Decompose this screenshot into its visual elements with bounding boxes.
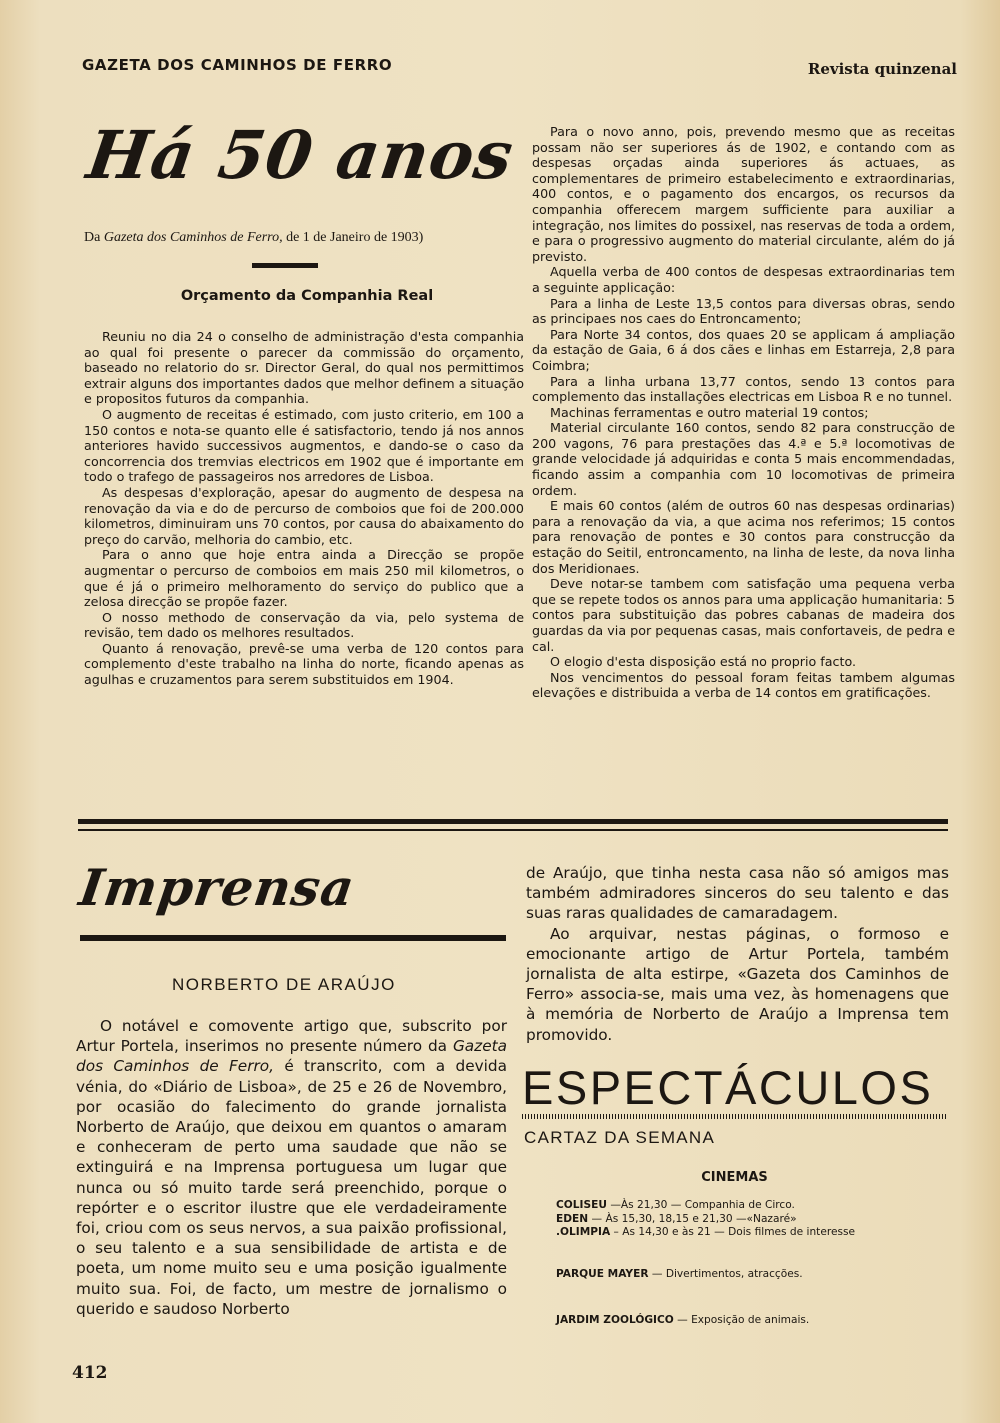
paragraph: O nosso methodo de conservação da via, pelo systema de revisão, tem dado os melhores resultados. [84, 609, 524, 641]
paragraph: As despesas d'exploração, apesar do augmento de despesa na renovação da via e do de percurso de comboios que foi de 200.000 kilometros, diminuiram uns 70 contos, por causa do abaixamento do preço do carvão, melhoria do cambio, etc. [84, 484, 524, 547]
paragraph: Aquella verba de 400 contos de despesas extraordinarias tem a seguinte applicação: [532, 264, 955, 295]
venue-name: JARDIM ZOOLÓGICO [556, 1314, 674, 1326]
venue-detail: — Exposição de animais. [673, 1314, 810, 1326]
listing-row [556, 1226, 855, 1240]
cinema-listing [556, 1199, 855, 1240]
paragraph: Para a linha de Leste 13,5 contos para diversas obras, sendo as principaes nos caes do Entroncamento; [532, 295, 955, 327]
section-divider-thin [78, 829, 948, 831]
source-note [84, 230, 524, 246]
parque-listing [556, 1268, 803, 1282]
title-underline [80, 935, 506, 941]
venue-detail: — Às 15,30, 18,15 e 21,30 —«Nazaré» [588, 1212, 797, 1225]
publication-name: Gazeta dos Caminhos de Ferro, [76, 1037, 507, 1076]
source-prefix: Da [84, 230, 104, 245]
hatched-rule [522, 1114, 947, 1119]
listing-row [556, 1213, 855, 1227]
listing-row [556, 1199, 855, 1213]
paragraph-text: é transcrito, com a devida vénia, do «Diário de Lisboa», de 25 e 26 de Novembro, por ocasião do falecimento do grande jornalista Norberto de Araújo, que deixou em quantos o amaram e conheceram de perto uma saudade que não se extinguirá e na Imprensa portuguesa um lugar que nunca ou só muito tarde será preenchido, porque o repórter e o escritor ilustre que ele verdadeiramente foi, criou com os seus nervos, a sua paixão profissional, o seu talento e a sua sensibilidade de artista e de poeta, um nome muito seu e uma posição igualmente muito sua. Foi, de facto, um mestre de jornalismo o querido e saudoso Norberto [76, 1057, 507, 1318]
section-divider-thick [78, 819, 948, 824]
paragraph: Para Norte 34 contos, dos quaes 20 se applicam á ampliação da estação de Gaia, 6 á dos cães e linhas em Estarreja, 2,8 para Coimbra; [532, 326, 955, 373]
paragraph: de Araújo, que tinha nesta casa não só amigos mas também admiradores sinceros do seu talento e das suas raras qualidades de camaradagem. [526, 864, 949, 923]
paragraph [76, 1016, 507, 1319]
page-number: 412 [72, 1363, 108, 1383]
venue-name: COLISEU [556, 1199, 607, 1211]
jardim-listing [556, 1314, 809, 1328]
paragraph: Para a linha urbana 13,77 contos, sendo 13 contos para complemento das installações electricas em Lisboa R e no tunnel. [532, 373, 955, 405]
venue-name: .OLIMPIA [556, 1226, 611, 1238]
venue-detail: – As 14,30 e às 21 — Dois filmes de interesse [610, 1226, 856, 1238]
venue-detail: —Às 21,30 — Companhia de Circo. [606, 1199, 795, 1211]
source-publication: Gazeta dos Caminhos de Ferro, [103, 230, 283, 245]
paragraph: Deve notar-se tambem com satisfação uma pequena verba que se repete todos os annos para uma applicação humanitaria: 5 contos para substituição das pobres cabanas de madeira dos guardas da via por pequenas casas, mais confortaveis, de pedra e cal. [532, 576, 955, 654]
paragraph-text: O notável e comovente artigo que, subscrito por Artur Portela, inserimos no presente número da [76, 1017, 507, 1056]
listing-subtitle: CARTAZ DA SEMANA [524, 1128, 716, 1147]
article-column-right [532, 124, 955, 701]
venue-name: PARQUE MAYER [556, 1268, 649, 1280]
paragraph: O augmento de receitas é estimado, com justo criterio, em 100 a 150 contos e nota-se quanto elle é satisfactorio, tendo já nos annos anteriores havido successivos augmentos, e dando-se o caso da concorrencia dos tremvias electricos em 1902 que é importante em todo o trafego de passageiros nos arredores de Lisboa. [84, 406, 524, 485]
paragraph: Material circulante 160 contos, sendo 82 para construcção de 200 vagons, 76 para prestações das 4.ª e 5.ª locomotivas de grande velocidade já adquiridas e conta 5 mais encommendadas, ficando assim a companhia com 10 locomotivas de primeira ordem. [532, 420, 955, 498]
paragraph: O elogio d'esta disposição está no proprio facto. [550, 654, 857, 670]
paragraph: Quanto á renovação, prevê-se uma verba de 120 contos para complemento d'este trabalho na linha do norte, ficando apenas as agulhas e cruzamentos para serem substituidos em 1904. [84, 640, 524, 688]
imprensa-column-left [76, 1016, 507, 1319]
paragraph: Ao arquivar, nestas páginas, o formoso e emocionante artigo de Artur Portela, também jornalista de alta estirpe, «Gazeta dos Caminhos de Ferro» associa-se, mais uma vez, às homenagens que à memória de Norberto de Araújo a Imprensa tem promovido. [526, 924, 949, 1044]
paragraph: Reuniu no dia 24 o conselho de administração d'esta companhia ao qual foi presente o parecer da commissão do orçamento, baseado no relatorio do sr. Director Geral, do qual nos permittimos extrair alguns dos importantes dados que melhor definem a situação e propositos futuros da companhia. [84, 329, 524, 407]
paragraph: Para o anno que hoje entra ainda a Direcção se propõe augmentar o percurso de comboios em mais 250 mil kilometros, o que é já o primeiro melhoramento do serviço do publico que a zelosa direcção se propõe fazer. [84, 547, 524, 610]
source-date: de 1 de Janeiro de 1903) [282, 230, 424, 245]
journal-title: GAZETA DOS CAMINHOS DE FERRO [82, 56, 393, 74]
article-author-heading: NORBERTO DE ARAÚJO [172, 975, 396, 994]
paragraph: Machinas ferramentas e outro material 19 contos; [550, 404, 869, 420]
paragraph: Nos vencimentos do pessoal foram feitas tambem algumas elevações e distribuida a verba de 14 contos em gratificações. [532, 669, 955, 701]
imprensa-column-right [526, 863, 949, 1045]
paragraph: E mais 60 contos (além de outros 60 nas despesas ordinarias) para a renovação da via, a que acima nos referimos; 15 contos para renovação de pontes e 30 contos para construcção da estação do Seitil, entroncamento, na linha de leste, da nova linha dos Meridionaes. [532, 498, 955, 576]
section-title-imprensa: Imprensa [75, 858, 359, 917]
venue-name: EDEN [556, 1212, 589, 1225]
section-title-ha-50-anos: Há 50 anos [82, 116, 519, 194]
article-column-left [84, 329, 524, 688]
cinemas-heading: CINEMAS [701, 1170, 768, 1185]
journal-subtitle: Revista quinzenal [807, 60, 957, 78]
separator-bar [252, 263, 318, 268]
venue-detail: — Divertimentos, atracções. [648, 1268, 803, 1280]
paragraph: Para o novo anno, pois, prevendo mesmo que as receitas possam não ser superiores ás de 1902, e contando com as despesas orçadas ainda superiores ás actuaes, as complementares de primeiro estabelecimento e extraordinarias, 400 contos, e o pagamento dos encargos, os recursos da companhia offerecem margem sufficiente para auxiliar a integração, nos limites do possixel, nas reservas de toda a ordem, e para o progressivo augmento do material circulante, além do já previsto. [532, 124, 955, 264]
article-subtitle: Orçamento da Companhia Real [180, 288, 434, 304]
section-title-espectaculos: ESPECTÁCULOS [522, 1061, 934, 1114]
